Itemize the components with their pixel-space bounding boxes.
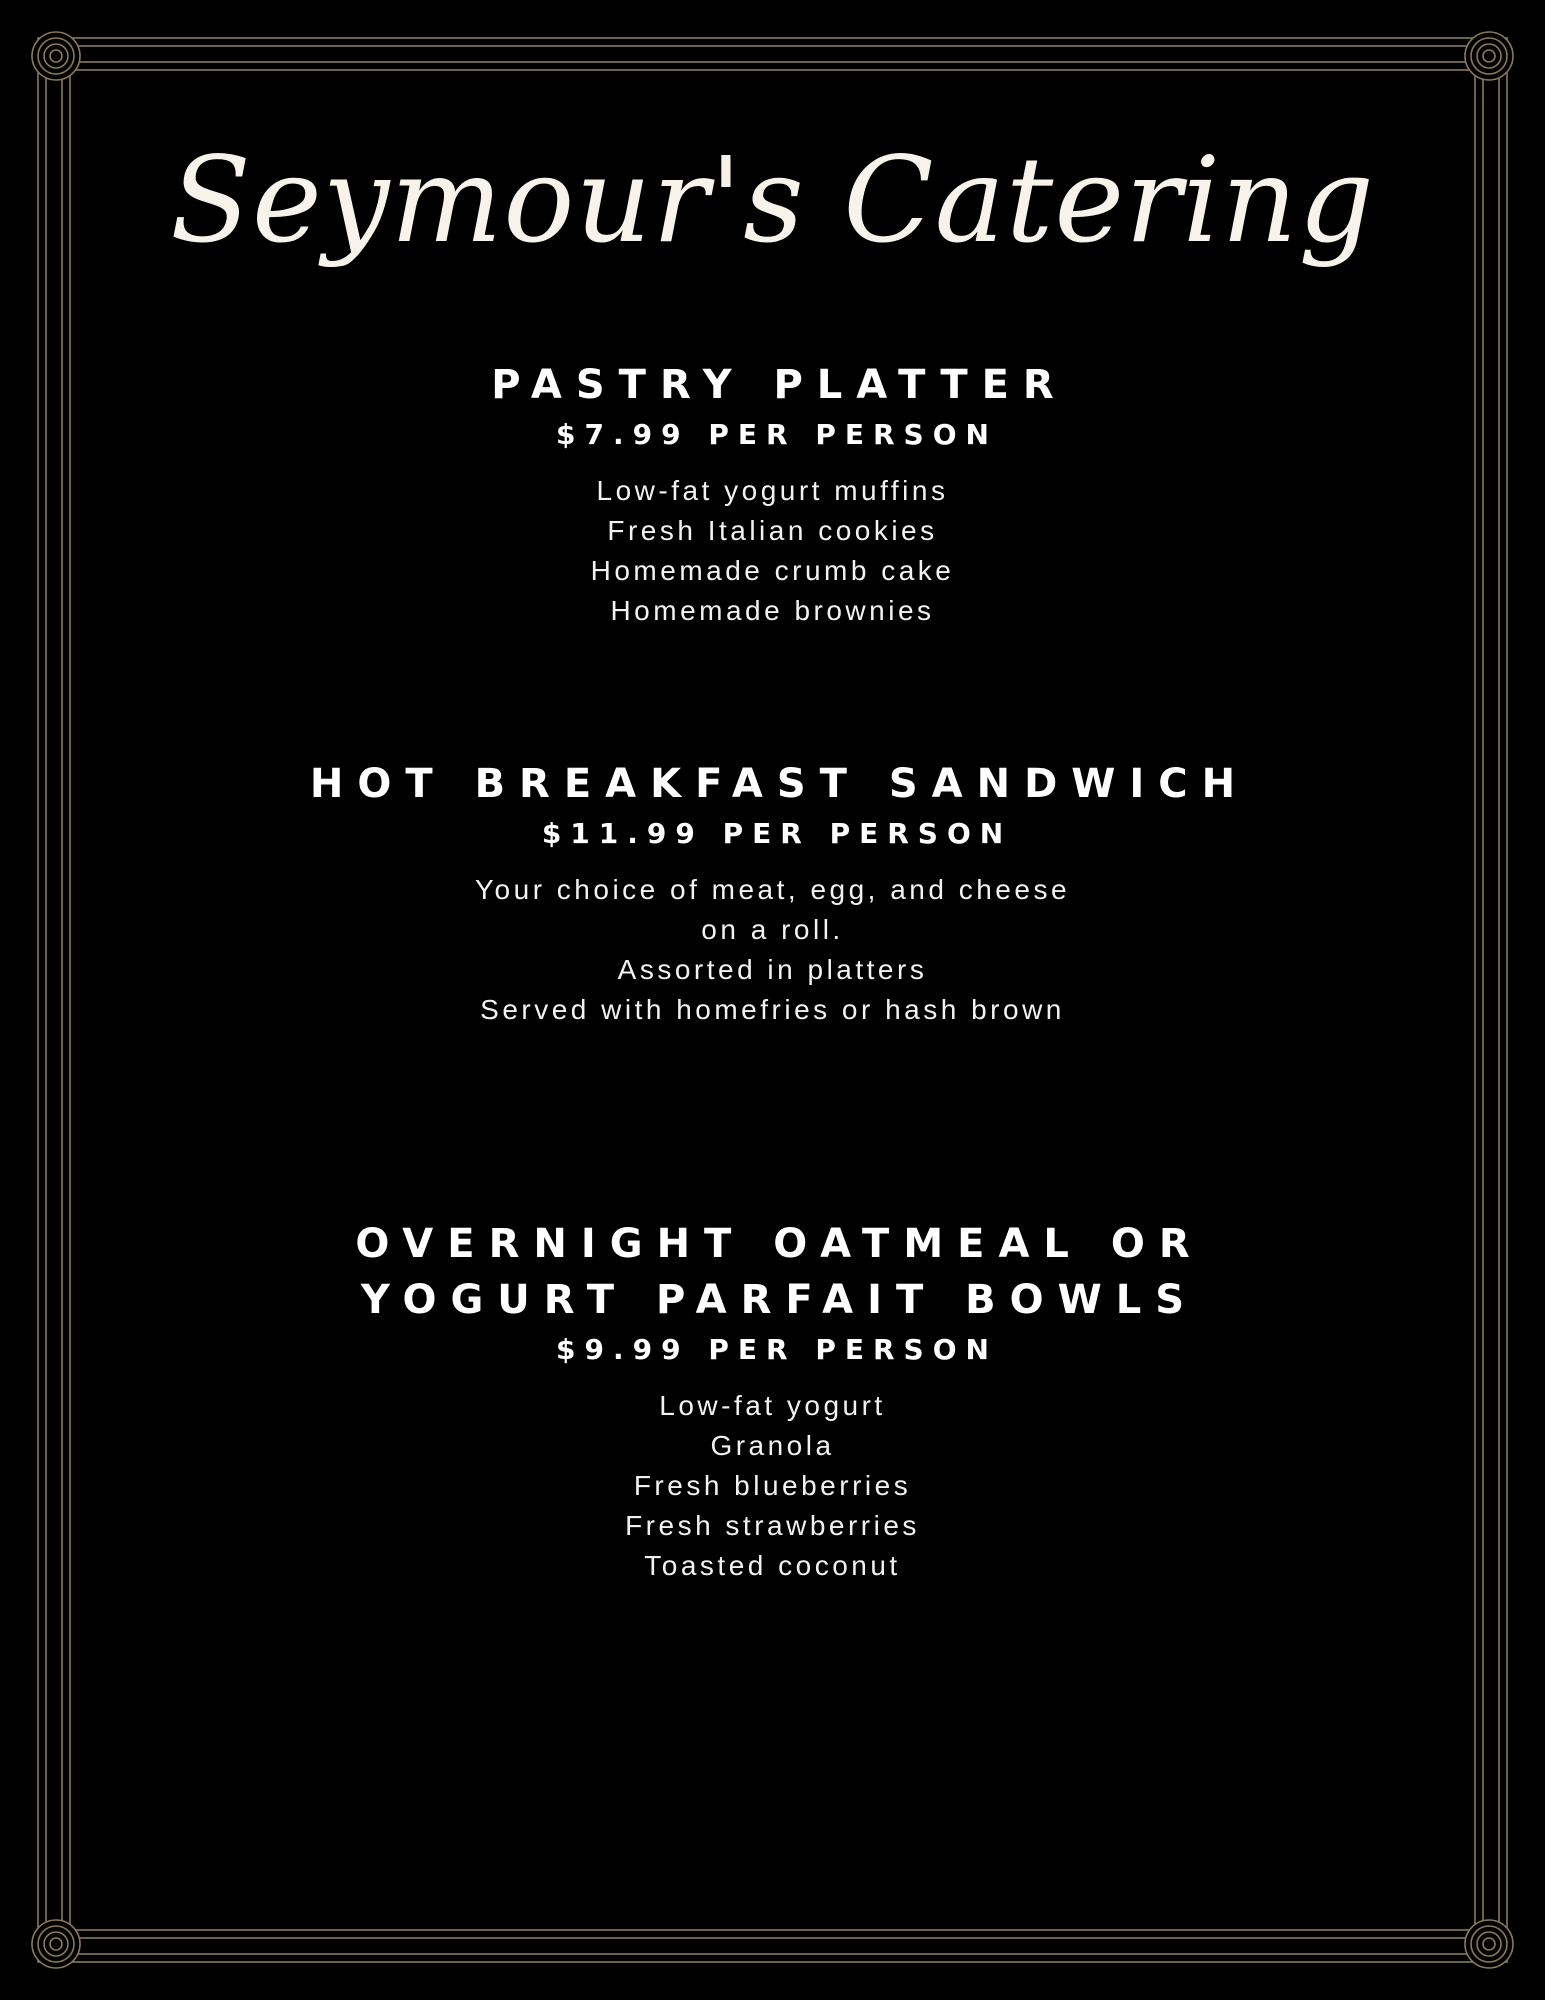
menu-title: Seymour's Catering [170, 131, 1375, 269]
list-item: Low-fat yogurt muffins [596, 475, 949, 506]
list-item: on a roll. [701, 914, 844, 945]
corner-ornament-bottom-left [32, 1920, 80, 1968]
list-item: Fresh blueberries [633, 1470, 912, 1501]
corner-ornament-bottom-right [1465, 1920, 1513, 1968]
list-item: Fresh Italian cookies [607, 515, 938, 546]
corner-ornament-top-left [32, 32, 80, 80]
list-item: Low-fat yogurt [659, 1390, 886, 1421]
list-item: Served with homefries or hash brown [480, 994, 1065, 1025]
item-list [0, 471, 1545, 631]
item-list [0, 870, 1545, 1030]
list-item: Homemade brownies [610, 595, 935, 626]
list-item: Fresh strawberries [625, 1510, 920, 1541]
section-heading: PASTRY PLATTER [491, 362, 1068, 408]
list-item: Toasted coconut [644, 1550, 901, 1581]
menu-section-pastry-platter [0, 357, 1545, 631]
menu-section-hot-breakfast-sandwich [0, 756, 1545, 1030]
section-heading: HOT BREAKFAST SANDWICH [309, 761, 1250, 807]
section-price: $7.99 PER PERSON [556, 418, 998, 451]
list-item: Granola [710, 1430, 835, 1461]
corner-ornament-top-right [1465, 32, 1513, 80]
section-price: $9.99 PER PERSON [556, 1333, 998, 1366]
list-item: Assorted in platters [617, 954, 928, 985]
list-item: Homemade crumb cake [590, 555, 955, 586]
list-item: Your choice of meat, egg, and cheese [474, 874, 1071, 905]
section-heading: OVERNIGHT OATMEAL OR [355, 1221, 1204, 1267]
section-heading: YOGURT PARFAIT BOWLS [360, 1277, 1199, 1323]
section-price: $11.99 PER PERSON [541, 817, 1013, 850]
item-list [0, 1386, 1545, 1586]
menu-section-oatmeal-parfait-bowls [0, 1216, 1545, 1586]
